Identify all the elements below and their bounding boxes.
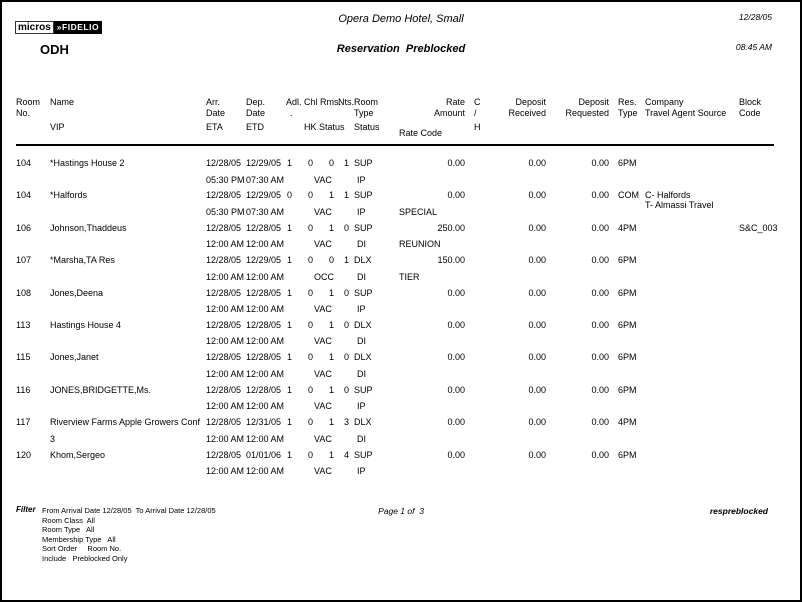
cell-eta: 12:00 AM <box>206 466 245 477</box>
cell-rate-amount: 0.00 <box>447 319 465 330</box>
cell-deposit-received: 0.00 <box>528 449 546 460</box>
filter-line-arrival: From Arrival Date 12/28/05 To Arrival Date 12/28/05 <box>42 506 216 515</box>
col-header-rate-code: Rate Code <box>399 128 443 138</box>
col-header-nights: Nts. <box>338 97 355 107</box>
cell-nights: 0 <box>343 384 349 395</box>
cell-room-type: SUP <box>354 158 373 168</box>
cell-arrival-date: 12/28/05 <box>206 158 242 168</box>
cell-rate-code: SPECIAL <box>399 206 438 217</box>
cell-deposit-requested: 0.00 <box>591 319 609 330</box>
cell-res-type: 6PM <box>618 449 637 460</box>
cell-room-type: DLX <box>354 352 372 363</box>
cell-room-no: 115 <box>16 352 31 363</box>
cell-adults: 0 <box>286 190 292 201</box>
col-header-block-code: Code <box>739 108 761 118</box>
cell-deposit-requested: 0.00 <box>591 449 609 460</box>
filter-line-room-class: Room Class All <box>42 515 95 525</box>
cell-etd: 12:00 AM <box>246 433 285 444</box>
col-header-name: Name <box>50 97 75 107</box>
cell-etd: 12:00 AM <box>246 466 285 477</box>
cell-etd: 12:00 AM <box>246 401 285 412</box>
cell-deposit-requested: 0.00 <box>591 255 609 266</box>
filter-line-include: Include Preblocked Only <box>42 553 128 563</box>
col-header-children: Chl <box>304 97 318 107</box>
cell-children: 0 <box>307 190 313 201</box>
cell-departure-date: 01/01/06 <box>246 449 282 460</box>
cell-reservation-status: IP <box>357 401 366 412</box>
cell-arrival-date: 12/28/05 <box>206 352 242 363</box>
cell-res-type: 6PM <box>618 352 637 363</box>
col-header-hk-status: HK Status <box>304 122 345 132</box>
property-code: ODH <box>40 42 69 57</box>
col-header-ch-slash: / <box>474 108 477 118</box>
cell-room-type: SUP <box>354 287 373 298</box>
cell-room-type: DLX <box>354 417 372 428</box>
cell-children: 0 <box>307 158 313 168</box>
cell-rooms: 1 <box>328 222 334 233</box>
col-header-room-no: No. <box>16 108 31 118</box>
cell-adults: 1 <box>286 417 292 428</box>
reservation-row <box>2 255 800 287</box>
cell-deposit-received: 0.00 <box>528 384 546 395</box>
cell-room-type: SUP <box>354 449 373 460</box>
cell-etd: 12:00 AM <box>246 271 285 282</box>
micros-logo-text: micros <box>15 21 54 34</box>
cell-rooms: 1 <box>328 190 334 201</box>
cell-eta: 12:00 AM <box>206 304 245 315</box>
col-header-travel-agent: Travel Agent Source <box>645 108 727 118</box>
cell-res-type: 6PM <box>618 287 637 298</box>
filter-line-room-type: Room Type All <box>42 525 95 535</box>
cell-room-type: SUP <box>354 222 373 233</box>
cell-adults: 1 <box>286 319 292 330</box>
col-header-block: Block <box>739 97 762 107</box>
cell-nights: 0 <box>343 287 349 298</box>
cell-deposit-requested: 0.00 <box>591 158 609 168</box>
header-rule <box>16 144 774 146</box>
cell-rooms: 1 <box>328 449 334 460</box>
cell-adults: 1 <box>286 352 292 363</box>
cell-children: 0 <box>307 287 313 298</box>
cell-rate-code: TIER <box>399 271 420 282</box>
cell-room-no: 113 <box>16 319 31 330</box>
cell-departure-date: 12/28/05 <box>246 352 282 363</box>
cell-children: 0 <box>307 384 313 395</box>
cell-eta: 05:30 PM <box>206 174 245 185</box>
col-header-eta: ETA <box>206 122 223 132</box>
cell-room-type: DLX <box>354 319 372 330</box>
cell-hk-status: VAC <box>314 174 332 185</box>
cell-departure-date: 12/28/05 <box>246 287 282 298</box>
cell-adults: 1 <box>286 384 292 395</box>
cell-hk-status: VAC <box>314 336 332 347</box>
cell-adults: 1 <box>286 158 292 168</box>
cell-reservation-status: IP <box>357 304 366 315</box>
cell-rate-amount: 0.00 <box>447 449 465 460</box>
cell-company: C- Halfords <box>645 190 691 201</box>
col-header-room-type: Room <box>354 97 379 107</box>
cell-reservation-status: IP <box>357 206 366 217</box>
cell-guest-name: Hastings House 4 <box>50 319 122 330</box>
col-header-arr-date: Date <box>206 108 226 118</box>
cell-room-no: 108 <box>16 287 32 298</box>
cell-arrival-date: 12/28/05 <box>206 222 242 233</box>
col-header-rate-amount: Amount <box>433 108 465 118</box>
print-date: 12/28/05 <box>738 12 772 22</box>
cell-departure-date: 12/29/05 <box>246 190 282 201</box>
cell-etd: 07:30 AM <box>246 174 285 185</box>
cell-guest-name: *Marsha,TA Res <box>50 255 115 266</box>
cell-room-no: 107 <box>16 255 32 266</box>
cell-hk-status: VAC <box>314 466 332 477</box>
cell-children: 0 <box>307 449 313 460</box>
cell-eta: 12:00 AM <box>206 401 245 412</box>
cell-eta: 12:00 AM <box>206 433 245 444</box>
cell-guest-name: *Hastings House 2 <box>50 158 125 168</box>
col-header-rate: Rate <box>445 97 465 107</box>
cell-hk-status: VAC <box>314 239 332 250</box>
cell-deposit-requested: 0.00 <box>591 384 609 395</box>
page-number: Page 1 of 3 <box>378 506 424 516</box>
cell-eta: 12:00 AM <box>206 336 245 347</box>
cell-etd: 12:00 AM <box>246 368 285 379</box>
cell-etd: 12:00 AM <box>246 336 285 347</box>
cell-block-code: S&C_003 <box>739 222 778 233</box>
cell-etd: 07:30 AM <box>246 206 285 217</box>
cell-nights: 3 <box>343 417 349 428</box>
fidelio-logo-text: »FIDELIO <box>54 21 102 34</box>
filter-line-membership: Membership Type All <box>42 534 116 544</box>
reservation-row <box>2 385 800 417</box>
cell-deposit-received: 0.00 <box>528 352 546 363</box>
print-time: 08:45 AM <box>735 42 772 52</box>
cell-reservation-status: DI <box>357 336 366 347</box>
cell-reservation-status: DI <box>357 433 366 444</box>
cell-departure-date: 12/28/05 <box>246 222 282 233</box>
cell-reservation-status: DI <box>357 368 366 379</box>
cell-hk-status: VAC <box>314 304 332 315</box>
col-header-ch-h: H <box>474 122 481 132</box>
cell-children: 0 <box>307 352 313 363</box>
cell-hk-status: VAC <box>314 433 332 444</box>
report-title: Reservation Preblocked <box>336 43 466 55</box>
cell-rooms: 1 <box>328 352 334 363</box>
col-header-deposit-req-2: Requested <box>565 108 609 118</box>
cell-res-type: 6PM <box>618 158 637 168</box>
cell-rate-amount: 0.00 <box>447 417 465 428</box>
cell-rate-amount: 0.00 <box>447 384 465 395</box>
cell-res-type: 4PM <box>618 222 637 233</box>
reservation-row <box>2 158 800 190</box>
col-header-adults-dot: . <box>290 108 293 118</box>
col-header-dep: Dep. <box>246 97 266 107</box>
col-header-deposit-rec-2: Received <box>508 108 546 118</box>
col-header-ch-c: C <box>474 97 481 107</box>
cell-nights: 1 <box>343 158 349 168</box>
cell-guest-name: Riverview Farms Apple Growers Conf <box>50 417 201 428</box>
col-header-dep-date: Date <box>246 108 266 118</box>
hotel-name: Opera Demo Hotel, Small <box>338 13 464 25</box>
reservation-row <box>2 352 800 384</box>
cell-reservation-status: IP <box>357 174 366 185</box>
cell-reservation-status: DI <box>357 271 366 282</box>
cell-rate-amount: 250.00 <box>437 222 465 233</box>
cell-rooms: 0 <box>328 255 334 266</box>
cell-rate-amount: 0.00 <box>447 287 465 298</box>
col-header-res: Res. <box>618 97 637 107</box>
col-header-etd: ETD <box>246 122 264 132</box>
cell-room-no: 117 <box>16 417 31 428</box>
cell-nights: 0 <box>343 352 349 363</box>
cell-guest-name: Jones,Janet <box>50 352 99 363</box>
cell-deposit-received: 0.00 <box>528 255 546 266</box>
cell-room-type: SUP <box>354 384 373 395</box>
table-body <box>2 158 800 482</box>
col-header-room-type-2: Type <box>354 108 374 118</box>
cell-room-type: DLX <box>354 255 372 266</box>
cell-nights: 0 <box>343 222 349 233</box>
cell-deposit-requested: 0.00 <box>591 190 609 201</box>
cell-arrival-date: 12/28/05 <box>206 384 242 395</box>
col-header-rooms: Rms. <box>320 97 341 107</box>
cell-etd: 12:00 AM <box>246 239 285 250</box>
cell-rate-amount: 0.00 <box>447 190 465 201</box>
cell-arrival-date: 12/28/05 <box>206 190 242 201</box>
cell-res-type: 4PM <box>618 417 637 428</box>
col-header-room: Room <box>16 97 41 107</box>
cell-deposit-received: 0.00 <box>528 417 546 428</box>
col-header-deposit-req: Deposit <box>578 97 609 107</box>
cell-arrival-date: 12/28/05 <box>206 417 242 428</box>
cell-deposit-received: 0.00 <box>528 222 546 233</box>
cell-deposit-received: 0.00 <box>528 190 546 201</box>
cell-arrival-date: 12/28/05 <box>206 255 242 266</box>
cell-guest-name: *Halfords <box>50 190 88 201</box>
cell-rooms: 0 <box>328 158 334 168</box>
cell-departure-date: 12/28/05 <box>246 384 282 395</box>
col-header-status: Status <box>354 122 380 132</box>
cell-hk-status: VAC <box>314 368 332 379</box>
cell-children: 0 <box>307 222 313 233</box>
reservation-row <box>2 450 800 482</box>
cell-departure-date: 12/28/05 <box>246 319 282 330</box>
reservation-row <box>2 288 800 320</box>
cell-guest-name: Khom,Sergeo <box>50 449 106 460</box>
cell-adults: 1 <box>286 449 292 460</box>
cell-res-type: 6PM <box>618 319 637 330</box>
cell-res-type: 6PM <box>618 384 637 395</box>
cell-guest-name: JONES,BRIDGETTE,Ms. <box>50 384 152 395</box>
reservation-row <box>2 320 800 352</box>
cell-deposit-received: 0.00 <box>528 287 546 298</box>
cell-guest-name: Jones,Deena <box>50 287 104 298</box>
cell-departure-date: 12/29/05 <box>246 158 282 168</box>
cell-nights: 4 <box>343 449 349 460</box>
cell-hk-status: VAC <box>314 401 332 412</box>
reservation-row <box>2 223 800 255</box>
cell-eta: 12:00 AM <box>206 239 245 250</box>
col-header-res-type: Type <box>618 108 638 118</box>
cell-rate-amount: 0.00 <box>447 352 465 363</box>
cell-rooms: 1 <box>328 287 334 298</box>
cell-arrival-date: 12/28/05 <box>206 287 242 298</box>
cell-children: 0 <box>307 255 313 266</box>
cell-arrival-date: 12/28/05 <box>206 449 242 460</box>
cell-eta: 12:00 AM <box>206 271 245 282</box>
cell-departure-date: 12/29/05 <box>246 255 282 266</box>
reservation-row <box>2 190 800 222</box>
cell-hk-status: OCC <box>314 271 334 282</box>
cell-children: 0 <box>307 319 313 330</box>
cell-deposit-requested: 0.00 <box>591 352 609 363</box>
cell-room-no: 116 <box>16 384 31 395</box>
cell-etd: 12:00 AM <box>246 304 285 315</box>
col-header-adults: Adl. <box>286 97 302 107</box>
cell-arrival-date: 12/28/05 <box>206 319 242 330</box>
col-header-deposit-rec: Deposit <box>515 97 546 107</box>
cell-res-type: 6PM <box>618 255 637 266</box>
cell-guest-name-line2: 3 <box>50 433 56 444</box>
cell-room-no: 104 <box>16 190 32 201</box>
cell-nights: 1 <box>343 255 349 266</box>
cell-rate-amount: 0.00 <box>447 158 465 168</box>
col-header-vip: VIP <box>50 122 65 132</box>
cell-eta: 12:00 AM <box>206 368 245 379</box>
cell-adults: 1 <box>286 222 292 233</box>
cell-deposit-received: 0.00 <box>528 158 546 168</box>
cell-deposit-requested: 0.00 <box>591 417 609 428</box>
cell-room-no: 120 <box>16 449 32 460</box>
filter-line-sort-order: Sort Order Room No. <box>42 544 122 554</box>
cell-room-no: 104 <box>16 158 32 168</box>
cell-adults: 1 <box>286 255 292 266</box>
report-id: respreblocked <box>709 506 768 516</box>
cell-rooms: 1 <box>328 384 334 395</box>
cell-rooms: 1 <box>328 417 334 428</box>
reservation-row <box>2 417 800 449</box>
cell-room-type: SUP <box>354 190 373 201</box>
cell-rate-amount: 150.00 <box>437 255 465 266</box>
cell-reservation-status: IP <box>357 466 366 477</box>
cell-room-no: 106 <box>16 222 32 233</box>
cell-eta: 05:30 PM <box>206 206 245 217</box>
cell-hk-status: VAC <box>314 206 332 217</box>
col-header-company: Company <box>645 97 684 107</box>
cell-deposit-requested: 0.00 <box>591 222 609 233</box>
filter-label: Filter <box>16 505 36 514</box>
col-header-arr: Arr. <box>206 97 221 107</box>
cell-nights: 0 <box>343 319 349 330</box>
cell-travel-agent: T- Almassi Travel <box>645 199 714 210</box>
cell-res-type: COM <box>618 190 639 201</box>
cell-children: 0 <box>307 417 313 428</box>
cell-rate-code: REUNION <box>399 239 441 250</box>
cell-deposit-received: 0.00 <box>528 319 546 330</box>
cell-departure-date: 12/31/05 <box>246 417 282 428</box>
cell-deposit-requested: 0.00 <box>591 287 609 298</box>
cell-reservation-status: DI <box>357 239 366 250</box>
cell-nights: 1 <box>343 190 349 201</box>
cell-adults: 1 <box>286 287 292 298</box>
cell-guest-name: Johnson,Thaddeus <box>50 222 127 233</box>
cell-rooms: 1 <box>328 319 334 330</box>
